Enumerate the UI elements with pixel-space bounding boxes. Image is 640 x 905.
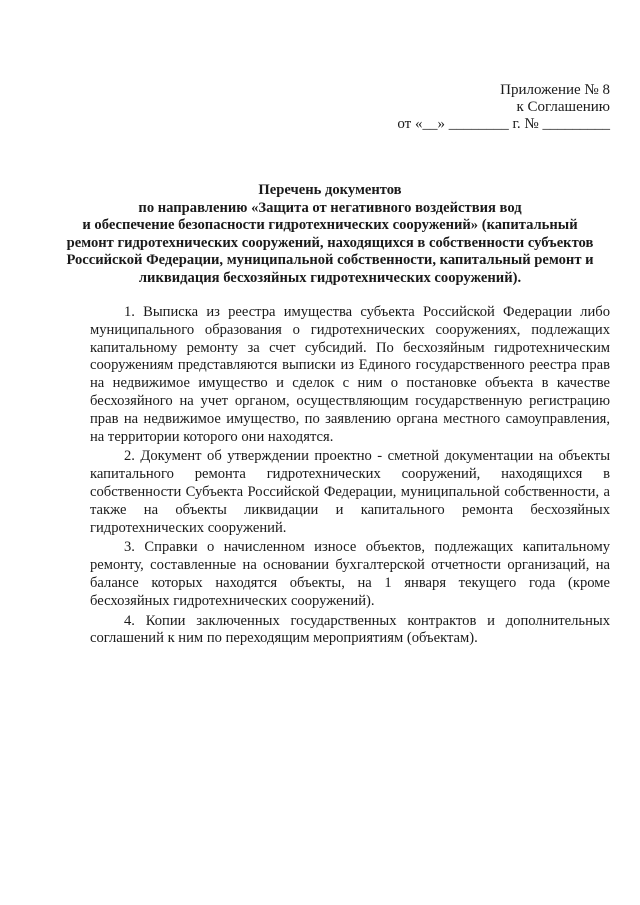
appendix-agreement: к Соглашению	[516, 99, 610, 115]
title-line: Перечень документов	[258, 182, 402, 198]
list-item-4: 4. Копии заключенных государственных контрактов и дополнительных соглашений к ним по переходящим мероприятиям (объектам).	[90, 612, 610, 647]
title-line: и обеспечение безопасности гидротехнических сооружений» (капитальный	[82, 217, 578, 233]
title-line: ремонт гидротехнических сооружений, находящихся в собственности субъектов	[66, 234, 594, 251]
appendix-header	[397, 82, 610, 133]
appendix-date-number: от «__» ________ г. № _________	[397, 116, 610, 132]
appendix-number: Приложение № 8	[500, 82, 610, 98]
list-item-1: 1. Выписка из реестра имущества субъекта Российской Федерации либо муниципального образования о гидротехнических сооружениях, подлежащих капитальному ремонту за счет субсидий. По бесхозяйным гидротехническим сооружениям представляются выписки из Единого государственного реестра прав на недвижимое имущество и сделок с ним о постановке объекта в качестве бесхозяйного на учет органом, осуществляющим государственную регистрацию прав на недвижимое имущество, по заявлению органа местного самоуправления, на территории которого они находятся.	[90, 304, 610, 445]
document-body	[90, 304, 610, 650]
title-line: по направлению «Защита от негативного воздействия вод	[138, 199, 522, 216]
list-item-2: 2. Документ об утверждении проектно - сметной документации на объекты капитального ремонта гидротехнических сооружений, находящихся в собственности Субъекта Российской Федерации, муниципальной собственности, а также на объекты ликвидации и капитального ремонта бесхозяйных гидротехнических сооружений.	[90, 448, 610, 536]
title-line: ликвидация бесхозяйных гидротехнических сооружений).	[138, 269, 522, 286]
title-line: Российской Федерации, муниципальной собственности, капитальный ремонт и	[66, 252, 594, 268]
document-title	[52, 182, 608, 287]
list-item-3: 3. Справки о начисленном износе объектов, подлежащих капитальному ремонту, составленные на основании бухгалтерской отчетности организаций, на балансе которых находятся объекты, на 1 января текущего года (кроме бесхозяйных гидротехнических сооружений).	[90, 539, 610, 609]
